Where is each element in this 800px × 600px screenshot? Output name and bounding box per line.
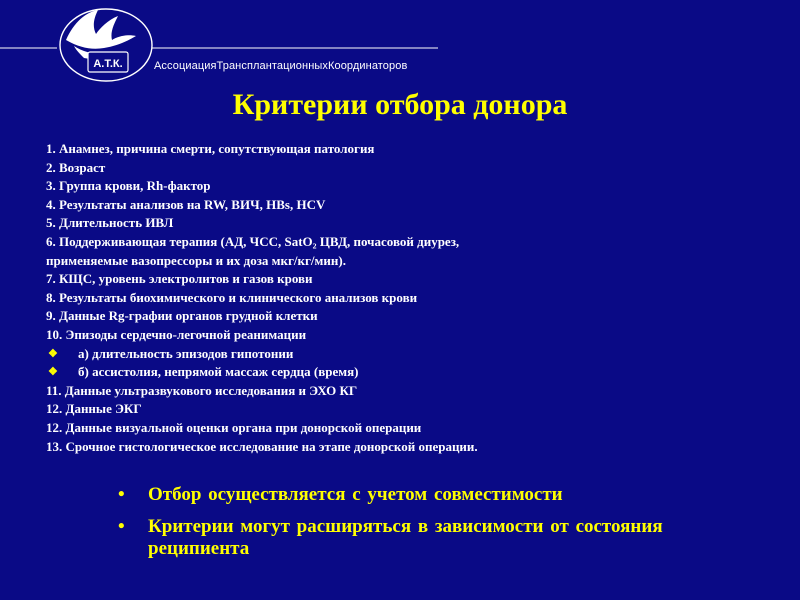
- logo-label: А.Т.К.: [93, 58, 123, 70]
- bullet-icon: •: [118, 516, 125, 537]
- conclusion-bullets: [110, 484, 760, 560]
- criteria-subitem: [46, 345, 766, 364]
- bullet-text: Критерии могут расширяться в зависимости от состояния реципиента: [148, 516, 663, 559]
- criteria-list: [46, 140, 766, 456]
- bullet-icon: •: [118, 484, 125, 505]
- criteria-item: 6. Поддерживающая терапия (АД, ЧСС, SatO₂ ЦВД, почасовой диурез,: [46, 233, 460, 249]
- criteria-item: 3. Группа крови, Rh-фактор: [46, 178, 211, 194]
- criteria-item: 9. Данные Rg-графии органов грудной клетки: [46, 308, 318, 324]
- atk-logo: [0, 0, 440, 90]
- bullet-text: Отбор осуществляется с учетом совместимости: [148, 484, 563, 505]
- criteria-item: 12. Данные ЭКГ: [46, 401, 142, 417]
- criteria-subitem-text: а) длительность эпизодов гипотонии: [78, 345, 294, 361]
- criteria-item: 10. Эпизоды сердечно-легочной реанимации: [46, 326, 307, 342]
- criteria-item: 1. Анамнез, причина смерти, сопутствующая патология: [46, 141, 375, 156]
- bullet-item: [110, 484, 760, 506]
- criteria-subitem-text: б) ассистолия, непрямой массаж сердца (время): [78, 364, 359, 380]
- criteria-item: 4. Результаты анализов на RW, ВИЧ, HBs, HCV: [46, 196, 326, 212]
- criteria-item: 13. Срочное гистологическое исследование на этапе донорской операции.: [46, 438, 478, 454]
- criteria-subitem: [46, 363, 766, 382]
- hands-logo-icon: [0, 0, 440, 90]
- criteria-item: 7. КЩС, уровень электролитов и газов крови: [46, 271, 313, 287]
- criteria-item: 11. Данные ультразвукового исследования и ЭХО КГ: [46, 382, 358, 398]
- diamond-bullet-icon: ❖: [48, 347, 58, 360]
- criteria-item: 8. Результаты биохимического и клинического анализов крови: [46, 289, 418, 305]
- association-name: АссоциацияТрансплантационныхКоординаторов: [154, 60, 408, 72]
- diamond-bullet-icon: ❖: [48, 366, 58, 379]
- bullet-item: [110, 516, 760, 560]
- criteria-item: 12. Данные визуальной оценки органа при донорской операции: [46, 419, 422, 435]
- criteria-item: 2. Возраст: [46, 159, 106, 175]
- slide-title: Критерии отбора донора: [232, 88, 568, 121]
- criteria-item: 5. Длительность ИВЛ: [46, 215, 174, 231]
- criteria-item: применяемые вазопрессоры и их доза мкг/кг/мин).: [46, 252, 346, 268]
